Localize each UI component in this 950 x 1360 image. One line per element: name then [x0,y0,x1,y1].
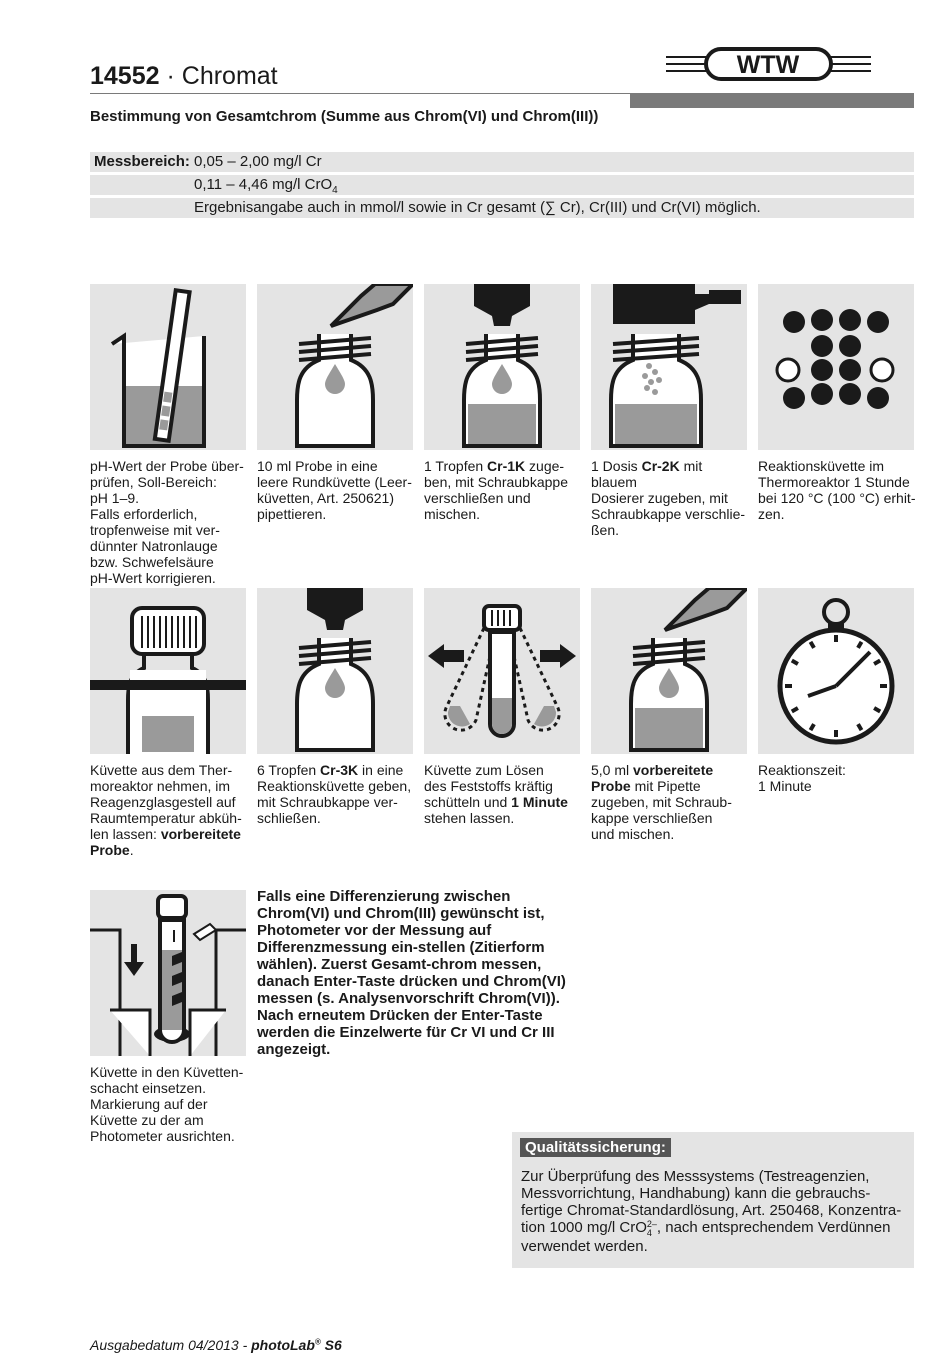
header-bar [630,93,914,108]
step-caption: Küvette in den Küvetten- schacht einsetzen. Markierung auf der Küvette zu der am Photometer ausrichten. [90,1064,244,1144]
footer [90,1337,342,1353]
step-8-illustration [424,588,580,754]
step-9-illustration [591,588,747,754]
logo-text: WTW [736,51,800,79]
article-number: 14552 [90,62,160,90]
step-caption: 10 ml Probe in eine leere Rundküvette (Leer- küvetten, Art. 250621) pipettieren. [257,458,412,522]
step-caption: 6 Tropfen Cr-3K in eine Reaktionsküvette geben, mit Schraubkappe ver- schließen. [257,762,412,826]
step-caption: Reaktionsküvette im Thermoreaktor 1 Stunde bei 120 °C (100 °C) erhit- zen. [758,458,916,522]
header-divider [90,93,630,94]
measuring-range-cr: 0,05 – 2,00 mg/l Cr [194,153,322,170]
step-6-illustration [90,588,246,754]
product-brand: photoLab® S6 [251,1337,342,1353]
page-title [90,60,278,92]
step-11-illustration [90,890,246,1056]
differentiation-note: Falls eine Differenzierung zwischen Chrom(VI) und Chrom(III) gewünscht ist, Photometer vor der Messung auf Differenzmessung ein-stellen (Zitierform wählen). Zuerst Gesamt-chrom messen, danach Enter-Taste drücken und Chrom(VI) messen (s. Analysenvorschrift Chrom(VI)). Nach erneutem Drücken der Enter-Taste werden die Einzelwerte für Cr VI und Cr III angezeigt. [257,888,566,1058]
step-1-illustration [90,284,246,450]
quality-assurance-title: Qualitätssicherung: [520,1138,671,1157]
step-caption: 1 Tropfen Cr-1K zuge- ben, mit Schraubkappe verschließen und mischen. [424,458,568,522]
step-4-illustration [591,284,747,450]
measuring-range-row [90,198,914,218]
issue-date: Ausgabedatum 04/2013 - [90,1337,252,1353]
product-name: Chromat [181,62,278,90]
measuring-range-label: Messbereich: [94,153,190,170]
step-2-illustration [257,284,413,450]
step-caption: 5,0 ml vorbereitete Probe mit Pipette zugeben, mit Schraub- kappe verschließen und mischen. [591,762,732,842]
measuring-range-row [90,175,914,195]
step-3-illustration [424,284,580,450]
wtw-logo [666,44,871,86]
measuring-range-cro4: 0,11 – 4,46 mg/l CrO$_4$ [194,176,338,196]
step-caption: 1 Dosis Cr-2K mit blauem Dosierer zugeben, mit Schraubkappe verschlie- ßen. [591,458,746,538]
title-separator: · [166,62,175,90]
quality-assurance-text: Zur Überprüfung des Messsystems (Testreagenzien, Messvorrichtung, Handhabung) kann die gebrauchs-fertige Chromat-Standardlösung, Art. 250468, Konzentra-tion 1000 mg/l CrO 2– 4 , nach entsprechendem Verdünnen verwendet werden. [521,1168,902,1255]
step-caption: pH-Wert der Probe über- prüfen, Soll-Bereich: pH 1–9. Falls erforderlich, tropfenweise mit ver- dünnter Natronlauge bzw. Schwefelsäure pH-Wert korrigieren. [90,458,244,586]
step-caption: Reaktionszeit: 1 Minute [758,762,846,794]
step-10-illustration [758,588,914,754]
step-7-illustration [257,588,413,754]
page-subtitle: Bestimmung von Gesamtchrom (Summe aus Chrom(VI) und Chrom(III)) [90,108,599,125]
step-5-illustration [758,284,914,450]
step-caption: Küvette zum Lösen des Feststoffs kräftig schütteln und 1 Minute stehen lassen. [424,762,568,826]
result-units-note: Ergebnisangabe auch in mmol/l sowie in Cr gesamt (∑ Cr), Cr(III) und Cr(VI) möglich. [194,199,761,216]
measuring-range-row [90,152,914,172]
step-caption: Küvette aus dem Ther- moreaktor nehmen, im Reagenzglasgestell auf Raumtemperatur abküh- len lassen: vorbereitete Probe. [90,762,242,858]
quality-assurance-box [512,1132,914,1268]
